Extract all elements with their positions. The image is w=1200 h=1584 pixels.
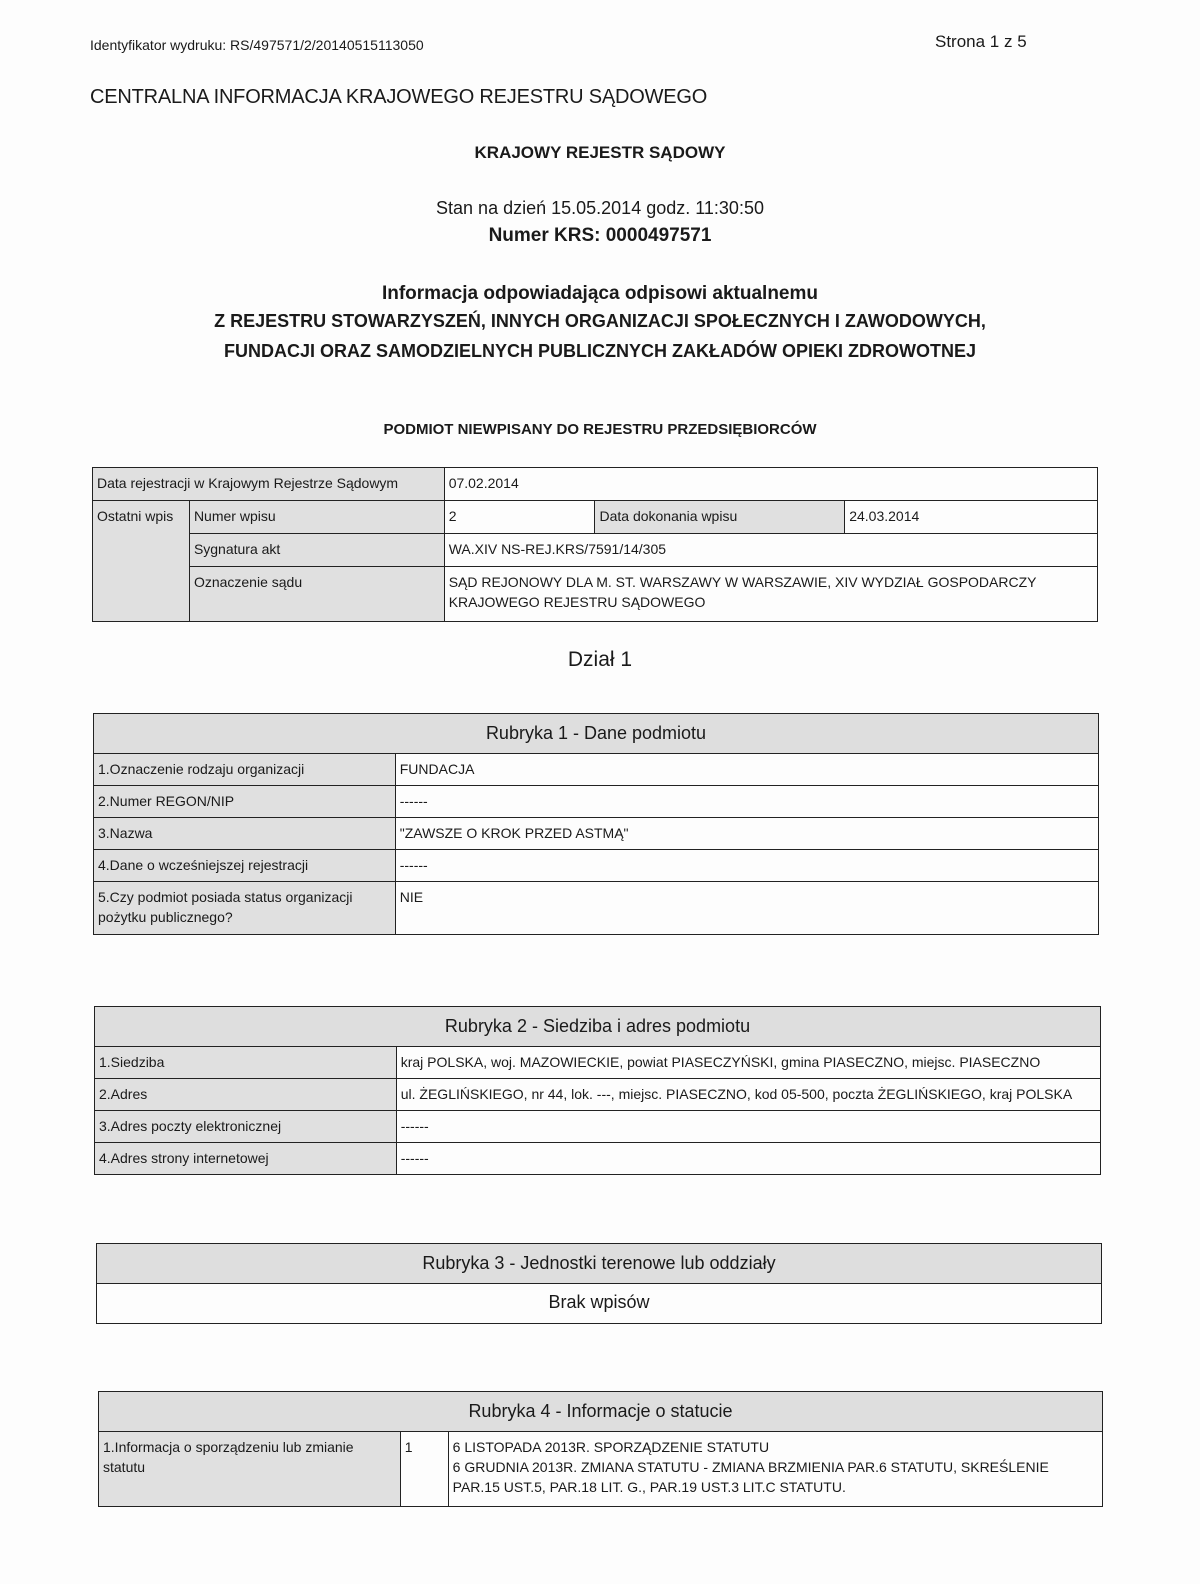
case-signature-value: WA.XIV NS-REJ.KRS/7591/14/305 xyxy=(444,534,1097,567)
row-label-line2: pożytku publicznego? xyxy=(98,909,233,925)
subject-type: PODMIOT NIEWPISANY DO REJESTRU PRZEDSIĘBIORCÓW xyxy=(383,421,817,438)
table-row xyxy=(94,850,1099,882)
row-value: kraj POLSKA, woj. MAZOWIECKIE, powiat PIASECZYŃSKI, gmina PIASECZNO, miejsc. PIASECZNO xyxy=(396,1047,1100,1079)
statute-line1: 6 LISTOPADA 2013R. SPORZĄDZENIE STATUTU xyxy=(452,1439,770,1455)
table-row xyxy=(94,754,1099,786)
krs-number: Numer KRS: 0000497571 xyxy=(488,225,712,246)
no-entries-text: Brak wpisów xyxy=(97,1284,1102,1324)
rubryka1-table xyxy=(93,713,1099,935)
row-label: 4.Adres strony internetowej xyxy=(95,1143,397,1175)
row-label: 1.Oznaczenie rodzaju organizacji xyxy=(94,754,396,786)
rubryka3-title: Rubryka 3 - Jednostki terenowe lub oddziały xyxy=(97,1244,1102,1284)
row-value: ------ xyxy=(396,1111,1100,1143)
row-label: 4.Dane o wcześniejszej rejestracji xyxy=(94,850,396,882)
entry-no-value: 2 xyxy=(444,501,595,534)
entry-date-value: 24.03.2014 xyxy=(845,501,1098,534)
reg-date-label: Data rejestracji w Krajowym Rejestrze Sądowym xyxy=(93,468,445,501)
row-label: 2.Numer REGON/NIP xyxy=(94,786,396,818)
rubryka4-table xyxy=(98,1391,1103,1507)
row-value: ------ xyxy=(395,786,1098,818)
row-value: ------ xyxy=(395,850,1098,882)
court-label: Oznaczenie sądu xyxy=(189,567,444,622)
info-title-line3: FUNDACJI ORAZ SAMODZIELNYCH PUBLICZNYCH ZAKŁADÓW OPIEKI ZDROWOTNEJ xyxy=(224,341,976,361)
reg-date-value: 07.02.2014 xyxy=(444,468,1097,501)
entry-number: 1 xyxy=(400,1432,448,1507)
central-info-heading: CENTRALNA INFORMACJA KRAJOWEGO REJESTRU SĄDOWEGO xyxy=(90,86,708,108)
rubryka2-title: Rubryka 2 - Siedziba i adres podmiotu xyxy=(95,1007,1101,1047)
print-identifier: Identyfikator wydruku: RS/497571/2/20140515113050 xyxy=(90,37,424,53)
table-row xyxy=(94,818,1099,850)
row-value: NIE xyxy=(395,882,1098,935)
table-row xyxy=(94,882,1099,935)
row-label: 3.Nazwa xyxy=(94,818,396,850)
court-line1: SĄD REJONOWY DLA M. ST. WARSZAWY W WARSZAWIE, XIV WYDZIAŁ GOSPODARCZY xyxy=(448,574,1037,590)
row-label: 1.Siedziba xyxy=(95,1047,397,1079)
case-signature-label: Sygnatura akt xyxy=(189,534,444,567)
row-value: ul. ŻEGLIŃSKIEGO, nr 44, lok. ---, miejsc. PIASECZNO, kod 05-500, poczta ŻEGLIŃSKIEGO, kraj POLSKA xyxy=(396,1079,1100,1111)
court-value xyxy=(444,567,1097,622)
row-label: 3.Adres poczty elektronicznej xyxy=(95,1111,397,1143)
statute-line2: 6 GRUDNIA 2013R. ZMIANA STATUTU - ZMIANA BRZMIENIA PAR.6 STATUTU, SKREŚLENIE xyxy=(452,1459,1049,1475)
statute-line3: PAR.15 UST.5, PAR.18 LIT. G., PAR.19 UST.3 LIT.C STATUTU. xyxy=(452,1479,846,1495)
row-label-line2: statutu xyxy=(103,1459,146,1475)
row-label xyxy=(94,882,396,935)
info-title-line2: Z REJESTRU STOWARZYSZEŃ, INNYCH ORGANIZACJI SPOŁECZNYCH I ZAWODOWYCH, xyxy=(214,311,986,331)
entry-no-label: Numer wpisu xyxy=(189,501,444,534)
row-label-line1: 1.Informacja o sporządzeniu lub zmianie xyxy=(103,1439,354,1455)
row-value: FUNDACJA xyxy=(395,754,1098,786)
rubryka2-table xyxy=(94,1006,1101,1175)
table-row xyxy=(99,1432,1103,1507)
table-row xyxy=(94,786,1099,818)
row-value xyxy=(448,1432,1102,1507)
info-title-line1: Informacja odpowiadająca odpisowi aktualnemu xyxy=(381,283,819,304)
rubryka3-table xyxy=(96,1243,1102,1324)
row-label: 2.Adres xyxy=(95,1079,397,1111)
table-row xyxy=(95,1143,1101,1175)
entry-date-label: Data dokonania wpisu xyxy=(595,501,845,534)
row-label-line1: 5.Czy podmiot posiada status organizacji xyxy=(98,889,353,905)
table-row xyxy=(95,1079,1101,1111)
page-number: Strona 1 z 5 xyxy=(935,32,1027,51)
table-row xyxy=(95,1047,1101,1079)
rubryka1-title: Rubryka 1 - Dane podmiotu xyxy=(94,714,1099,754)
registration-table xyxy=(92,467,1098,622)
row-label xyxy=(99,1432,401,1507)
last-entry-label: Ostatni wpis xyxy=(93,501,190,622)
table-row xyxy=(95,1111,1101,1143)
rubryka4-title: Rubryka 4 - Informacje o statucie xyxy=(99,1392,1103,1432)
row-value: "ZAWSZE O KROK PRZED ASTMĄ" xyxy=(395,818,1098,850)
row-value: ------ xyxy=(396,1143,1100,1175)
section-title: Dział 1 xyxy=(567,648,633,671)
status-date: Stan na dzień 15.05.2014 godz. 11:30:50 xyxy=(436,198,764,218)
court-line2: KRAJOWEGO REJESTRU SĄDOWEGO xyxy=(448,594,706,610)
registry-title: KRAJOWY REJESTR SĄDOWY xyxy=(474,143,726,162)
